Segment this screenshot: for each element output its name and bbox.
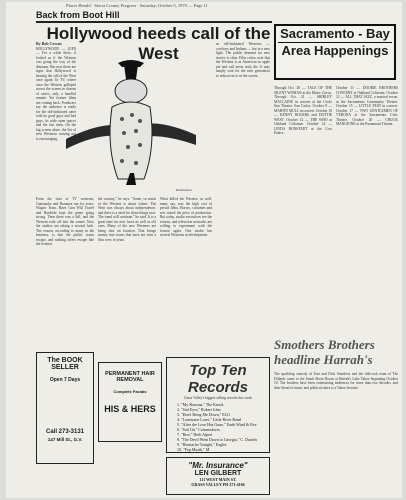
smothers-headline: Smothers Brothers headline Harrah's <box>274 337 375 367</box>
list-item: 1. "My Sharona," The Knack <box>177 402 224 407</box>
article-text: HOLLYWOOD — (UPI) — For a while there, it looked as if the Western was going the way of the dinosaur. But now there are signs that Hollywood is hearing the call of the West once again. In TV, where once the Western galloped across the screen in dozens of series, only a handful remain. Yet feature films are coming back. Producers say the audience is ready for the old-fashioned oater with its good guys and bad guys, its wide open spaces and the fast draw. On the big screen alone, the list of new Westerns coming out is encouraging. <box>36 46 76 141</box>
ad-title: "Mr. Insurance" <box>188 461 248 470</box>
page-header: Placer Herald · Sierra County Progress · Saturday, October 5, 1979 — Page 11 <box>66 3 208 8</box>
ad-address: 111 WEST MAIN ST. <box>199 477 237 482</box>
list-item: 4. "Lonesome Loser," Little River Band <box>177 417 241 422</box>
article-column-5 <box>216 42 270 347</box>
list-item: 6. "Sail On," Commodores <box>177 427 220 432</box>
top-ten-title: Top Ten Records <box>187 362 249 396</box>
ad-name: LEN GILBERT <box>194 470 242 477</box>
ad-title: PERMANENT HAIR REMOVAL <box>105 371 155 383</box>
ad-shop-name: HIS & HERS <box>104 404 156 414</box>
ad-subtitle: Complete Facials <box>113 389 147 394</box>
top-ten-list <box>167 400 269 453</box>
sacramento-title-line-2: Area Happenings <box>281 43 389 58</box>
article-column-2 <box>36 197 94 347</box>
illustration-caption: Illustration <box>176 188 192 192</box>
list-item: 8. "The Devil Went Down to Georgia," C. Daniels <box>177 437 258 442</box>
top-ten-subtitle: Grass Valley's biggest selling records this week <box>183 396 253 400</box>
list-item: 2. "Sad Eyes," Robert John <box>177 407 221 412</box>
insurance-ad <box>166 457 270 495</box>
article-column-3 <box>98 197 156 347</box>
sacramento-title-box <box>274 24 396 80</box>
top-ten-records-box <box>166 357 270 453</box>
list-item: 9. "Heartache Tonight," Eagles <box>177 442 227 447</box>
listing-text: Through Oct. 28 — TALE OF THE SILENT WOMAN at the Music Circus. Through Oct. 21 — SHIRLEY MACLAINE in concert at the Circle Star Theatre, San Carlos. October 9 — MARTIN MULL in concert. October 10 — KENNY ROGERS and DOTTIE WEST. October 12 — THE WHO at Oakland Coliseum. October 14 — LINDA RONSTADT at the Cow Palace. <box>274 86 332 135</box>
list-item: 10. "Pop Muzik," M <box>177 447 210 452</box>
article-text: The sparkling comedy of Tom and Dick Smothers and the folk-rock team of The Dillards come to the South Shore Room at Harrah's Lake Tahoe beginning October 10. The brothers have been entertaining audiences for more than two decades, and their blend of music and political satire is a Tahoe favorite. <box>274 372 398 390</box>
list-item: 7. "Rise," Herb Alpert <box>177 432 213 437</box>
smothers-article <box>274 372 398 494</box>
ad-hours: Open 7 Days <box>49 377 81 383</box>
list-item: 5. "After the Love Has Gone," Earth Wind & Fire <box>177 422 257 427</box>
hair-removal-ad <box>98 362 162 442</box>
sacramento-title-line-1: Sacramento - Bay <box>280 26 390 41</box>
ad-phone: Call 273-3131 <box>45 429 85 435</box>
ad-title: The BOOK SELLER <box>47 357 83 371</box>
article-byline: By Bob Cowan <box>36 42 62 46</box>
listing-text: October 11 — DOOBIE BROTHERS CONCERT at Oakland Coliseum. October 12 — ALL THAT JAZZ, a musical revue, at the Sacramento Community Theater. October 15 — LITTLE FEAT in concert. October 17 — TWO GENTLEMEN OF VERONA at the Sacramento Civic Theater. October 20 — CHUCK MANGIONE at the Paramount Theater. <box>336 86 398 126</box>
sacramento-column-1 <box>274 86 332 331</box>
article-text: the country," he says. "Some, so much of the Western is about values. The West was always about independence, and there is a need for those things now. The trend will continue," he said. It is a great time for new faces as well as old ones. Many of the new Westerns are being shot on location. That brings money into towns that have not seen a film crew in years. <box>98 197 156 242</box>
newspaper-page <box>6 2 402 498</box>
article-text: From the start of TV westerns, Gunsmoke and Bonanza ran for years. Wagon Train, Have Gun Will Travel and Rawhide kept the genre going strong. Then there was a lull, and the Western rode off into the sunset. Now the studios are taking a second look. The reason, according to many in the business, is that the public wants escape, and nothing offers escape like the frontier. <box>36 197 94 246</box>
section-rule <box>36 21 272 23</box>
ad-city: GRASS VALLEY PH 273-4166 <box>191 482 245 487</box>
article-text: What killed the Western, as well, many say, was the high cost of period films. Horses, costumes and sets raised the price of production. But today, studio executives see the returns, and television networks are willing to experiment with the format again. One studio has several Westerns in development. <box>160 197 212 237</box>
section-title: Back from Boot Hill <box>36 10 120 20</box>
list-item: 3. "Don't Bring Me Down," ELO <box>177 412 230 417</box>
book-seller-ad <box>36 352 94 464</box>
article-text: as old-fashioned Westerns — cowboys and Indians — but in a new light. The public demand for new stories is clear. Film critics note that the Western is as American as apple pie and will never truly die. It may simply wait for the next generation to rediscover it on the screen. <box>216 42 270 78</box>
ad-address: 147 Mill St., G.V. <box>47 437 83 442</box>
article-column-4 <box>160 197 212 347</box>
western-illustration <box>66 57 196 187</box>
hollywood-headline: Hollywood heeds call of the West <box>46 24 271 63</box>
sacramento-column-2 <box>336 86 398 331</box>
